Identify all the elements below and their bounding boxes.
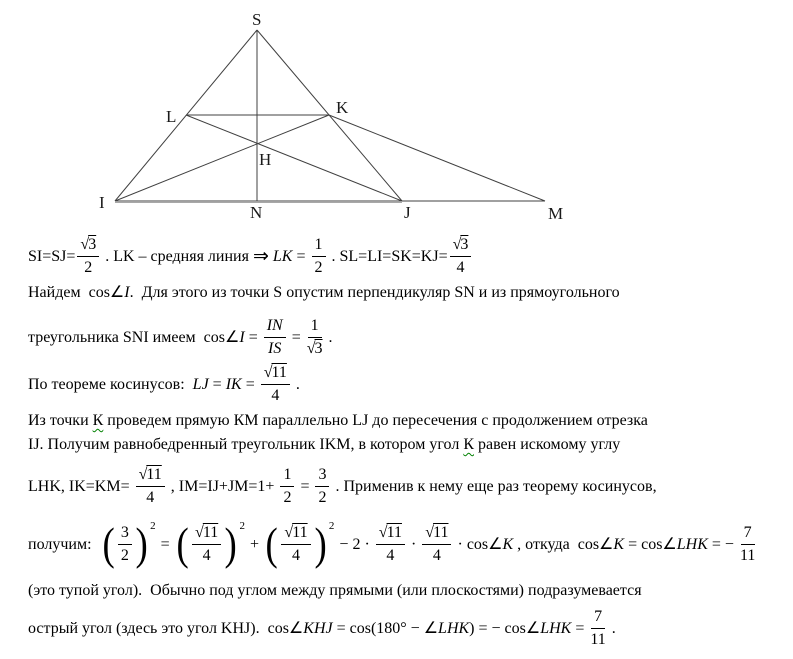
math-text: , откуда cos∠	[513, 535, 614, 553]
point-label-H: H	[259, 150, 272, 169]
sqrt-radicand: 3	[88, 236, 97, 254]
math-text: SI=SJ=	[28, 247, 76, 265]
math-italic: LHK	[540, 619, 572, 637]
math-text: 4	[292, 546, 300, 564]
math-text: ·	[406, 535, 421, 553]
math-text: IJ. Получим равнобедренный треугольник IKM, в котором угол	[28, 436, 464, 453]
math-text: =	[241, 375, 259, 393]
math-text: = −	[707, 535, 738, 553]
exponent: 2	[239, 520, 246, 532]
math-text: .	[324, 328, 333, 346]
math-text: 2	[84, 258, 93, 276]
point-label-L: L	[166, 107, 177, 126]
math-italic: I	[239, 328, 245, 346]
math-text: = cos∠	[624, 535, 677, 553]
segment-IK	[115, 115, 329, 201]
point-label-I: I	[99, 193, 105, 212]
fraction	[281, 524, 310, 564]
math-text: =	[244, 328, 262, 346]
parenthesized-fraction	[264, 518, 334, 570]
fraction-denominator	[268, 338, 281, 357]
point-label-S: S	[252, 10, 262, 29]
math-italic: LJ	[192, 375, 209, 393]
sqrt-sign: √	[378, 524, 387, 542]
math-text: 3	[120, 524, 129, 542]
fraction	[307, 317, 323, 357]
math-text: (это тупой угол). Обычно под углом между прямыми (или плоскостями) подразумевается	[28, 582, 642, 599]
fraction-denominator	[740, 545, 755, 564]
math-text: =	[156, 535, 174, 553]
math-text: = cos(180° − ∠	[332, 619, 439, 637]
math-italic: IK	[225, 375, 242, 393]
math-italic: I	[124, 284, 130, 301]
math-text: . Применив к нему еще раз теорему косинусов,	[331, 477, 657, 495]
math-text: 4	[432, 546, 441, 564]
math-italic: LK	[272, 247, 293, 265]
misspelled-word: К	[463, 436, 474, 453]
fraction-denominator	[283, 487, 291, 506]
math-italic: LHK	[438, 619, 470, 637]
sqrt-sign: √	[195, 524, 203, 542]
fraction-numerator	[312, 236, 326, 256]
math-text: 4	[456, 258, 465, 276]
right-paren: )	[224, 518, 238, 569]
math-text: 4	[271, 386, 280, 404]
math-italic: K	[613, 535, 625, 553]
math-text: треугольника SNI имеем cos∠	[28, 328, 240, 346]
fraction	[590, 608, 605, 648]
fraction	[315, 466, 329, 506]
solution-line-6	[28, 435, 620, 454]
fraction-denominator	[84, 257, 92, 276]
math-text: , IM=IJ+JM=1+	[166, 477, 279, 495]
fraction	[280, 466, 294, 506]
math-text: LHK, IK=KM=	[28, 477, 134, 495]
exponent: 2	[328, 520, 335, 532]
point-label-M: M	[548, 204, 564, 223]
math-text: 1	[283, 466, 292, 484]
fraction	[77, 236, 99, 276]
fraction-numerator	[136, 466, 165, 486]
fraction-denominator	[271, 385, 279, 404]
math-text: − 2 ·	[335, 535, 374, 553]
solution-line-8	[28, 511, 757, 577]
fraction-numerator	[315, 466, 329, 486]
fraction-denominator	[315, 257, 323, 276]
math-text: 3	[318, 466, 327, 484]
sqrt-radicand: 11	[202, 524, 219, 542]
sqrt-radicand: 11	[386, 524, 402, 542]
fraction	[264, 317, 286, 357]
math-text: 11	[590, 630, 606, 648]
point-label-K: K	[336, 98, 349, 117]
fraction-numerator	[591, 608, 605, 628]
fraction-numerator	[450, 236, 472, 256]
fraction-numerator	[264, 317, 286, 337]
math-text: . SL=LI=SK=KJ=	[327, 247, 448, 265]
implies-arrow: ⇒	[252, 245, 269, 267]
fraction-numerator	[422, 524, 451, 544]
math-text: 1	[314, 236, 323, 254]
fraction-numerator	[192, 524, 221, 544]
math-text: 11	[739, 546, 756, 564]
sqrt-radicand: 11	[433, 524, 449, 542]
fraction	[376, 524, 405, 564]
math-text: .	[291, 375, 300, 393]
sqrt-radicand: 3	[460, 236, 469, 254]
solution-line-2	[28, 283, 620, 302]
math-text: Из точки	[28, 412, 93, 429]
math-text: IS	[268, 339, 282, 357]
fraction-denominator	[292, 545, 300, 564]
fraction-numerator	[261, 364, 290, 384]
fraction	[422, 524, 451, 564]
fraction-denominator	[203, 545, 211, 564]
math-text: =	[296, 477, 314, 495]
fraction-numerator	[376, 524, 405, 544]
left-paren: (	[176, 518, 189, 569]
math-text: получим:	[28, 535, 100, 553]
math-text: .	[607, 619, 616, 637]
left-paren: (	[265, 518, 278, 569]
fraction	[740, 524, 755, 564]
math-text: . LK – средняя линия	[101, 247, 253, 265]
sqrt-radicand: 11	[271, 364, 287, 382]
solution-line-9	[28, 581, 642, 600]
point-label-J: J	[404, 203, 411, 222]
diagram-labels	[99, 10, 563, 223]
sqrt-sign: √	[80, 236, 89, 254]
fraction-denominator	[146, 487, 154, 506]
math-text: равен искомому углу	[473, 436, 621, 453]
math-text: =	[287, 328, 305, 346]
solution-line-10	[28, 602, 616, 654]
fraction-numerator	[308, 317, 322, 337]
segment-LJ	[186, 115, 402, 201]
triangle-diagram	[0, 0, 793, 228]
fraction-denominator	[433, 545, 441, 564]
sqrt-sign: √	[284, 524, 293, 542]
math-text: 4	[386, 546, 395, 564]
sqrt-radicand: 11	[292, 524, 308, 542]
solution-line-1	[28, 231, 473, 281]
math-text: =	[571, 619, 589, 637]
math-text: По теореме косинусов:	[28, 375, 193, 393]
fraction-numerator	[280, 466, 294, 486]
diagram-segments	[115, 30, 545, 203]
math-text: · cos∠	[453, 535, 503, 553]
sqrt-sign: √	[425, 524, 434, 542]
exponent: 2	[150, 520, 156, 532]
math-text: проведем прямую КМ параллельно LJ до пересечения с продолжением отрезка	[103, 412, 648, 429]
math-text: 1	[310, 317, 319, 335]
math-text: 7	[594, 608, 603, 626]
sqrt-radicand: 11	[146, 466, 162, 484]
right-paren: )	[135, 518, 148, 569]
math-text: =	[208, 375, 226, 393]
fraction-denominator	[318, 487, 326, 506]
solution-line-7	[28, 462, 657, 510]
math-text: Найдем cos∠	[28, 284, 125, 301]
sqrt-sign: √	[452, 236, 461, 254]
math-text: 4	[202, 546, 211, 564]
sqrt-sign: √	[263, 364, 272, 382]
right-paren: )	[314, 518, 327, 569]
parenthesized-fraction	[101, 518, 156, 570]
math-italic: K	[502, 535, 514, 553]
fraction	[261, 364, 290, 404]
math-text: . Для этого из точки S опустим перпендикуляр SN и из прямоугольного	[129, 284, 620, 301]
misspelled-word: К	[92, 412, 104, 429]
parenthesized-fraction	[175, 518, 245, 570]
fraction-numerator	[281, 524, 310, 544]
left-paren: (	[102, 518, 115, 569]
math-text: 2	[318, 488, 327, 506]
fraction-denominator	[121, 545, 129, 564]
sqrt-radicand: 3	[314, 339, 323, 357]
solution-line-5	[28, 411, 648, 430]
math-italic: KHJ	[303, 619, 333, 637]
fraction-numerator	[741, 524, 755, 544]
fraction	[450, 236, 472, 276]
fraction-denominator	[386, 545, 394, 564]
fraction	[312, 236, 326, 276]
math-text: IN	[266, 317, 283, 335]
sqrt-sign: √	[306, 339, 315, 357]
sqrt-sign: √	[138, 466, 147, 484]
math-text: 2	[120, 546, 129, 564]
fraction	[192, 524, 221, 564]
math-text: острый угол (здесь это угол KHJ). cos∠	[28, 619, 304, 637]
segment-KM	[329, 115, 545, 201]
fraction-numerator	[118, 524, 132, 544]
math-text: 2	[314, 258, 323, 276]
point-label-N: N	[250, 203, 263, 222]
fraction-denominator	[307, 338, 323, 357]
math-text: 7	[743, 524, 752, 542]
solution-line-4	[28, 361, 300, 407]
math-text: ) = − cos∠	[469, 619, 541, 637]
fraction-denominator	[457, 257, 465, 276]
fraction-denominator	[590, 629, 605, 648]
math-text: 2	[283, 488, 292, 506]
math-text: =	[292, 247, 310, 265]
fraction-numerator	[77, 236, 99, 256]
fraction	[118, 524, 132, 564]
solution-line-3	[28, 311, 333, 363]
math-text: +	[246, 535, 264, 553]
math-italic: LHK	[676, 535, 708, 553]
fraction	[136, 466, 165, 506]
math-text: 4	[146, 488, 155, 506]
